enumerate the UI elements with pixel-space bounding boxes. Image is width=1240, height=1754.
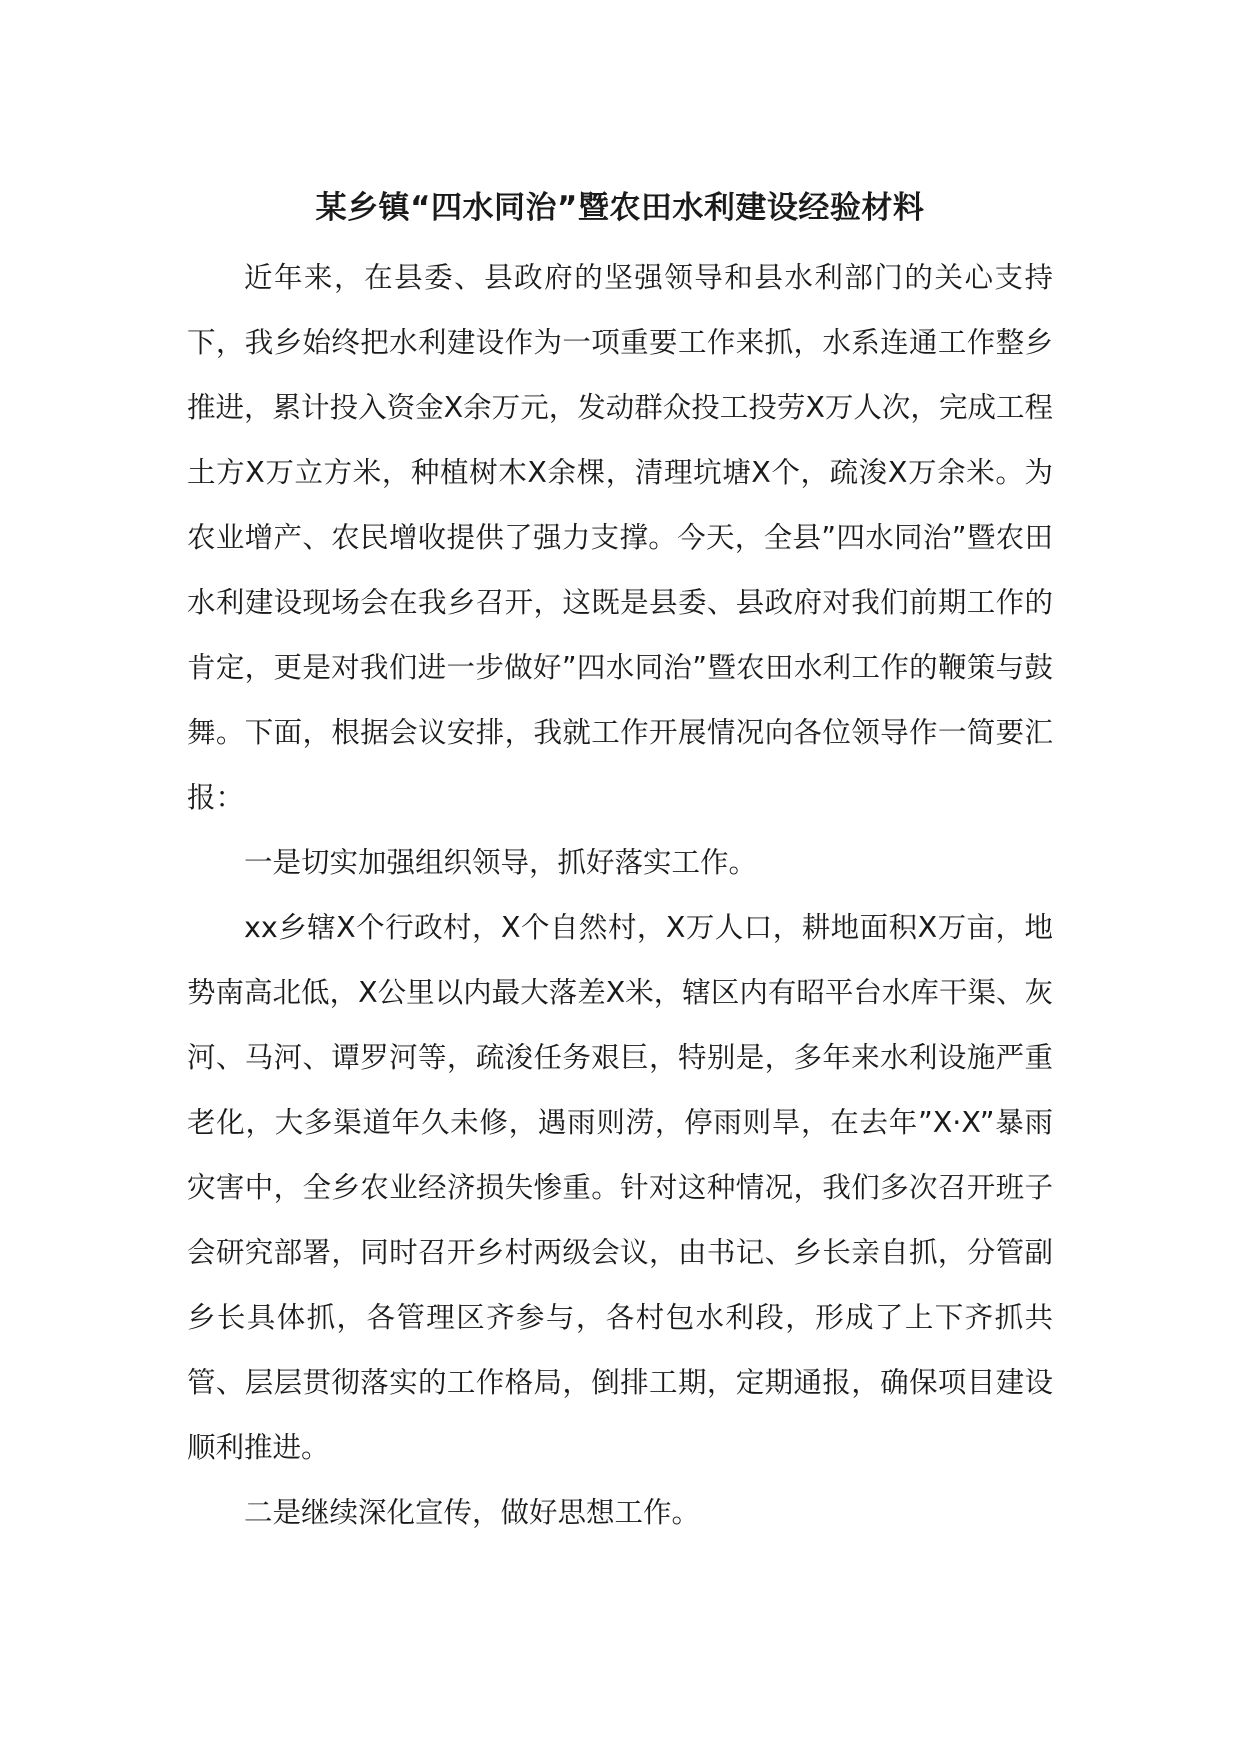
paragraph-heading-two: 二是继续深化宣传，做好思想工作。 [244, 1496, 701, 1529]
paragraph-heading-one: 一是切实加强组织领导，抓好落实工作。 [244, 846, 758, 879]
paragraph-intro: 近年来，在县委、县政府的坚强领导和县水利部门的关心支持下，我乡始终把水利建设作为一项重要工作来抓，水系连通工作整乡推进，累计投入资金X余万元，发动群众投工投劳X万人次，完成工程土方X万立方米，种植树木X余棵，清理坑塘X个，疏浚X万余米。为农业增产、农民增收提供了强力支撑。今天，全县”四水同治”暨农田水利建设现场会在我乡召开，这既是县委、县政府对我们前期工作的肯定，更是对我们进一步做好”四水同治”暨农田水利工作的鞭策与鼓舞。下面，根据会议安排，我就工作开展情况向各位领导作一简要汇报： [187, 261, 1053, 814]
paragraph-organization: xx乡辖X个行政村，X个自然村，X万人口，耕地面积X万亩，地势南高北低，X公里以内最大落差X米，辖区内有昭平台水库干渠、灰河、马河、谭罗河等，疏浚任务艰巨，特别是，多年来水利设施严重老化，大多渠道年久未修，遇雨则涝，停雨则旱，在去年”X·X”暴雨灾害中，全乡农业经济损失惨重。针对这种情况，我们多次召开班子会研究部署，同时召开乡村两级会议，由书记、乡长亲自抓，分管副乡长具体抓，各管理区齐参与，各村包水利段，形成了上下齐抓共管、层层贯彻落实的工作格局，倒排工期，定期通报，确保项目建设顺利推进。 [187, 911, 1053, 1464]
document-title: 某乡镇“四水同治”暨农田水利建设经验材料 [315, 190, 925, 226]
document-body [187, 245, 1053, 1545]
